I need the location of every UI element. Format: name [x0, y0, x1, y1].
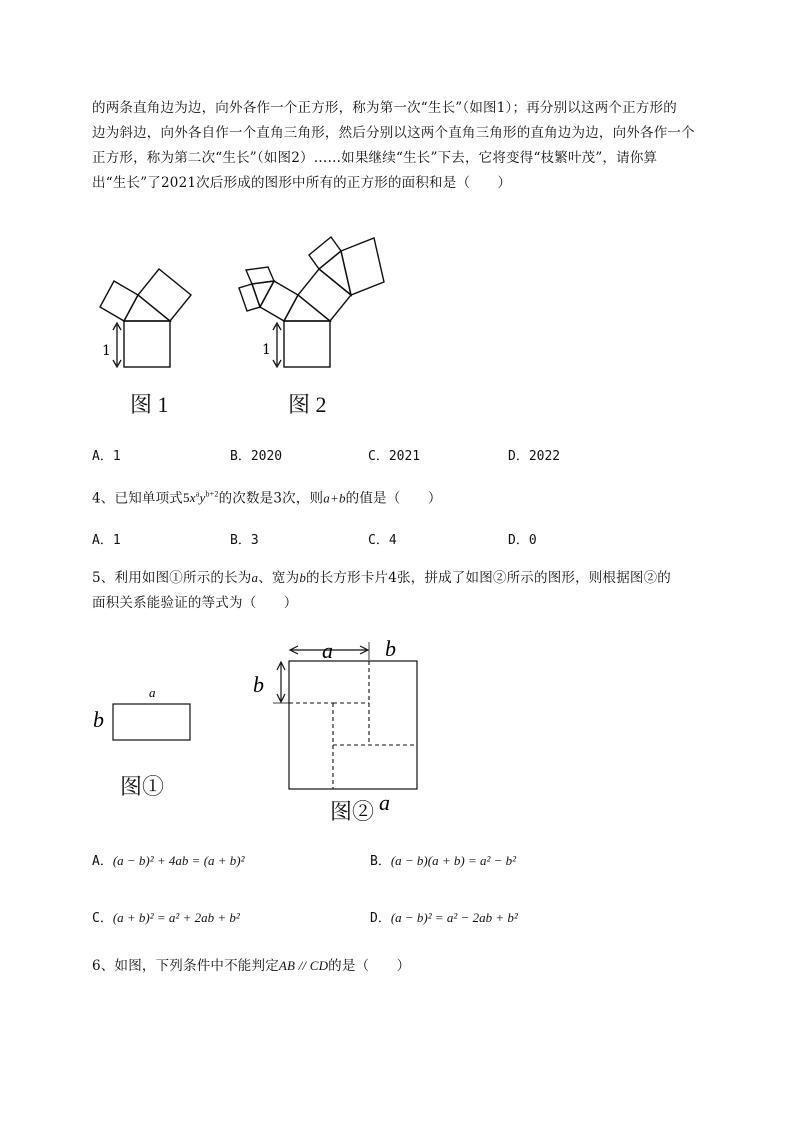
q4-middle: 的次数是3次，则	[218, 490, 324, 507]
q3-line-4: 出“生长”了2021次后形成的图形中所有的正方形的面积和是（ ）	[92, 175, 512, 191]
q5-line-2: 面积关系能验证的等式为（ ）	[92, 595, 298, 611]
q6-suffix: 的是（ ）	[328, 958, 411, 974]
q4-option-a[interactable]: A．1	[92, 533, 121, 548]
q4-sum: a+b	[323, 490, 346, 506]
q6-prefix: 6、如图，下列条件中不能判定	[92, 958, 279, 974]
q3-line-2: 边为斜边，向外各自作一个直角三角形，然后分别以这两个直角三角形的直角边为边，向外各作一个	[92, 125, 695, 141]
q6-expr: AB // CD	[278, 958, 329, 973]
bottom-label-a: a	[379, 790, 390, 815]
q3-line-1: 的两条直角边为边，向外各作一个正方形，称为第一次“生长”（如图1）；再分别以这两个正方形的	[92, 100, 677, 116]
right-square	[138, 269, 191, 321]
label-b: b	[93, 707, 104, 732]
left-label-b: b	[253, 672, 264, 697]
outer-square	[289, 661, 417, 789]
base-square	[124, 321, 170, 367]
q5-fig1-caption: 图①	[120, 774, 165, 799]
q5-line-1: 5、利用如图①所示的长为a、宽为b的长方形卡片4张，拼成了如图②所示的图形，则根据图②的	[92, 570, 672, 586]
q5-option-c[interactable]: C．(a + b)² = a² + 2ab + b²	[92, 910, 240, 926]
q3-option-a[interactable]: A．1	[92, 449, 121, 464]
q5-option-a[interactable]: A．(a − b)² + 4ab = (a + b)²	[92, 853, 245, 869]
q4-text	[92, 482, 712, 511]
q3-option-d[interactable]: D．2022	[508, 449, 561, 464]
q3-option-b[interactable]: B．2020	[230, 449, 283, 464]
side-length-label-2: 1	[262, 342, 271, 358]
q3-text	[92, 96, 712, 196]
top-label-b: b	[385, 636, 396, 661]
q4-option-d[interactable]: D．0	[508, 533, 537, 548]
side-length-label: 1	[102, 343, 111, 359]
q5-fig2-caption: 图②	[330, 799, 375, 824]
fig2-caption: 图 2	[288, 392, 327, 417]
q5-option-b[interactable]: B．(a − b)(a + b) = a² − b²	[370, 853, 517, 869]
q6-text	[92, 953, 712, 979]
q3-line-3: 正方形，称为第二次“生长”（如图2）……如果继续“生长”下去，它将变得“枝繁叶茂”，请你算	[92, 150, 658, 166]
q3-option-c[interactable]: C．2021	[368, 449, 421, 464]
q4-suffix: 的值是（ ）	[345, 490, 442, 507]
q4-option-b[interactable]: B．3	[230, 533, 259, 548]
left-square	[100, 281, 138, 321]
label-a: a	[149, 685, 156, 700]
q4-monomial: $5x^ay^{b+2}$	[183, 490, 219, 506]
fig1-caption: 图 1	[130, 392, 169, 417]
q5-text	[92, 565, 712, 616]
top-label-a: a	[322, 638, 333, 663]
q5-option-d[interactable]: D．(a − b)² = a² − 2ab + b²	[370, 910, 518, 926]
base-square	[284, 321, 330, 367]
q5-figure-1	[85, 675, 205, 755]
card-rectangle	[113, 704, 190, 740]
q4-option-c[interactable]: C．4	[368, 533, 397, 548]
q4-prefix: 4、已知单项式	[92, 490, 183, 507]
